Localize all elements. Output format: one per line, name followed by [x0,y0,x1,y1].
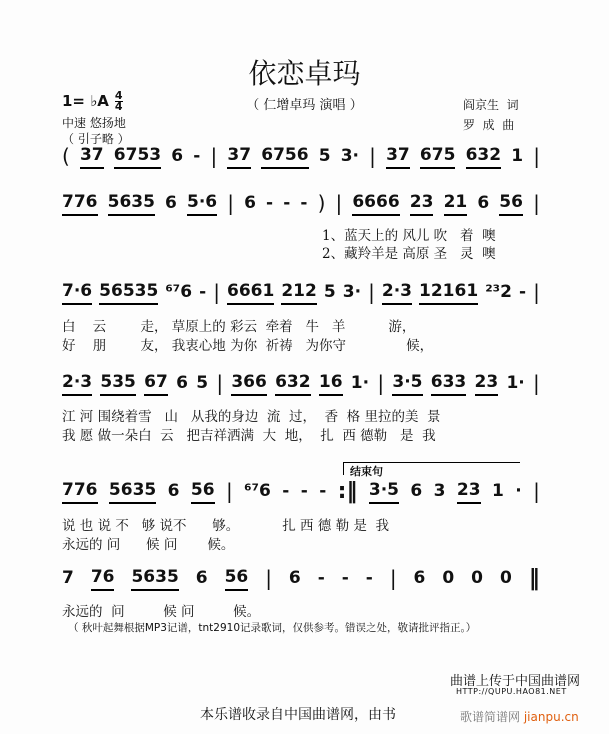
ending-bracket [343,462,520,478]
lyricist-credit: 阎京生 词 [463,98,519,112]
note-group: 6 [410,481,423,501]
barline: | [533,280,540,304]
lyrics-line: 1、蓝天上的 风儿 吹 着 噢 [322,228,496,244]
note-group: 23 [475,372,499,396]
note-group: 5635 [108,192,155,216]
barline: | [225,479,233,503]
time-signature [115,91,123,112]
note-group: 5 [323,282,336,302]
note-group: 632 [466,145,502,169]
barline: | [213,280,220,304]
staff-row-6 [62,565,540,591]
barline: | [335,191,343,215]
note-group: 7 [62,568,74,588]
footer-text: 本乐谱收录自中国曲谱网，由书 [200,707,396,723]
barline: | [368,280,375,304]
note-group: - [282,481,290,501]
note-group: - [199,282,207,302]
note-group: · [515,481,522,501]
note-group: 6 [413,568,426,588]
lyrics-line: 2、藏羚羊是 高原 圣 灵 噢 [322,246,496,262]
note-group: 37 [227,145,251,169]
note-group: 6756 [261,145,308,169]
note-group: 535 [100,372,136,396]
watermark-url: HTTP://QUPU.HAO81.NET [456,687,567,696]
barline: | [533,191,540,215]
note-group: - [319,481,327,501]
note-group: 5635 [109,480,156,504]
song-title: 依恋卓玛 [248,57,361,90]
lyrics-line: 江 河 围绕着雪 山 从我的身边 流 过， 香 格 里拉的美 景 [62,409,441,425]
key-signature [62,91,123,112]
lyrics-line: 永远的 问 候 问 候。 [62,537,235,553]
note-group: 23 [457,480,481,504]
note-group: 6 [288,568,301,588]
note-group: 5 [318,146,331,166]
watermark-text: 曲谱上传于中国曲谱网 [450,674,581,689]
staff-row-4 [62,373,540,395]
note-group: 67 [144,372,168,396]
key-label: 1= ♭A [62,92,109,110]
barline: | [265,566,272,590]
note-group: - [300,481,308,501]
singer-credit: （ 仁增卓玛 演唱 ） [246,98,363,113]
barline: | [369,144,376,168]
note-group: 2·3 [382,281,412,305]
note-group: - [518,282,527,302]
note-group: 37 [386,145,410,169]
note-group: ‖ [528,565,540,591]
note-group: 6753 [114,145,161,169]
note-group: 776 [62,192,98,216]
lyrics-line: 我 愿 做一朵白 云 把吉祥洒满 大 地， 扎 西 德勒 是 我 [62,428,436,444]
jianpu-domain: jianpu.cn [523,710,579,724]
jianpu-logo [460,708,579,725]
lyrics-line: 白 云 走， 草原上的 彩云 牵着 牛 羊 游， [62,319,416,335]
note-group: 1 [492,481,504,501]
note-group: 56 [225,567,249,591]
note-group: - [266,193,274,213]
note-group: 23 [410,192,434,216]
note-group: 3·5 [392,372,422,396]
note-group: 6661 [227,281,274,305]
barline: | [216,371,224,395]
lyrics-line: 好 朋 友， 我衷心地 为你 祈祷 为你守 候， [62,338,434,354]
note-group: 6 [165,193,177,213]
barline: ) [317,191,326,215]
note-group: 12161 [419,281,478,305]
note-group: ²³2 [485,282,512,302]
note-group: 56535 [99,281,158,305]
lyrics-line: 说 也 说 不 够 说不 够。 扎 西 德 勒 是 我 [62,518,389,534]
note-group: 6 [195,568,208,588]
ending-label: 结束句 [350,465,383,478]
note-group: 6 [167,481,180,501]
note-group: ⁶⁷6 [165,282,193,302]
note-group: 1· [506,373,525,393]
staff-row-5 [62,478,540,504]
composer-credit: 罗 成 曲 [463,118,515,132]
lyrics-line: 永远的 问 候 问 候。 [62,604,261,620]
note-group: 0 [442,568,455,588]
note-group: - [341,568,349,588]
note-group: 3· [342,282,362,302]
note-group: 6 [477,193,490,213]
barline: | [377,371,385,395]
note-group: 0 [499,568,512,588]
note-group: - [193,146,201,166]
barline: | [227,191,234,215]
staff-row-3 [62,282,540,304]
note-group: 6 [244,193,256,213]
note-group: 21 [444,192,468,216]
note-group: 16 [319,372,343,396]
note-group: :‖ [337,478,358,504]
barline: | [533,371,540,395]
note-group: - [283,193,291,213]
note-group: 675 [420,145,456,169]
note-group: 0 [471,568,484,588]
note-group: - [317,568,325,588]
staff-row-1 [62,146,540,168]
barline: | [389,566,397,590]
note-group: 5 [196,373,209,393]
note-group: 212 [281,281,317,305]
note-group: 7·6 [62,281,92,305]
note-group: 1 [511,146,524,166]
intro-note: （ 引子略 ） [62,132,130,146]
note-group: 37 [80,145,104,169]
note-group: 6666 [352,192,399,216]
note-group: - [365,568,373,588]
staff-row-2 [62,193,540,215]
note-group: 3· [340,146,360,166]
time-sig-bottom: 4 [114,100,123,113]
jianpu-label: 歌谱简谱网 [460,710,521,724]
note-group: 6 [171,146,184,166]
time-sig-top: 4 [114,89,123,102]
note-group: 5·6 [187,192,217,216]
note-group: 3 [433,481,446,501]
footnote: （ 秋叶起舞根据MP3记谱，tnt2910记录歌词，仅供参考。错误之处，敬请批评指正。） [68,622,477,634]
note-group: 56 [191,480,215,504]
barline: | [210,144,218,168]
note-group: 366 [231,372,267,396]
note-group: 3·5 [369,480,399,504]
barline: | [533,144,540,168]
barline: ( [62,144,70,168]
note-group: 1· [350,373,370,393]
tempo-marking: 中速 悠扬地 [62,116,126,130]
note-group: 56 [499,192,523,216]
note-group: 6 [176,373,188,393]
note-group: 776 [62,480,98,504]
note-group: ⁶⁷6 [244,481,271,501]
note-group: 76 [91,567,115,591]
note-group: 5635 [131,567,178,591]
barline: | [533,479,540,503]
note-group: 632 [275,372,311,396]
note-group: - [300,193,308,213]
note-group: 2·3 [62,372,92,396]
note-group: 633 [431,372,467,396]
